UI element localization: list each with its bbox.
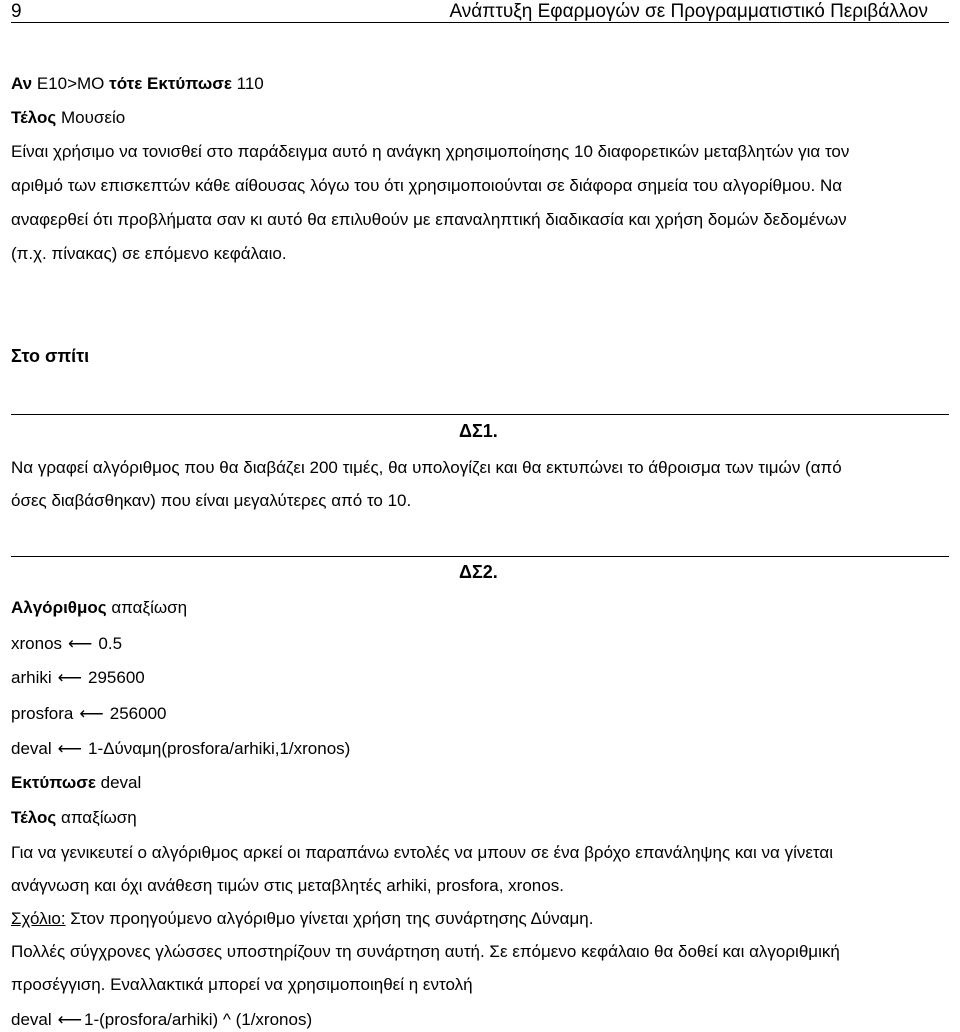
section-heading: Στο σπίτι xyxy=(11,346,90,366)
end-name: Μουσείο xyxy=(56,108,126,127)
comment-label: Σχόλιο: xyxy=(11,909,66,928)
exercise-text-line: όσες διαβάσθηκαν) που είναι μεγαλύτερες από το 10. xyxy=(11,491,412,510)
algorithm-end-name: απαξίωση xyxy=(56,808,137,827)
variable-name: deval xyxy=(11,739,52,758)
exercise-label-ds1: ΔΣ1. xyxy=(459,421,498,441)
left-arrow-icon: ⟵ xyxy=(57,739,83,758)
explanation-line: προσέγγιση. Εναλλακτικά μπορεί να χρησιμοποιηθεί η εντολή xyxy=(11,975,473,994)
explanation-line: ανάγνωση και όχι ανάθεση τιμών στις μεταβλητές arhiki, prosfora, xronos. xyxy=(11,876,564,895)
keyword-print: Εκτύπωσε xyxy=(11,773,96,792)
intro-paragraph-line: (π.χ. πίνακας) σε επόμενο κεφάλαιο. xyxy=(11,244,287,263)
assigned-value: 295600 xyxy=(88,668,145,687)
assignment-line xyxy=(11,634,122,654)
left-arrow-icon: ⟵ xyxy=(68,634,93,653)
pseudocode-if-line xyxy=(11,74,264,94)
print-line xyxy=(11,773,141,793)
assigned-value: 1-Δύναμη(prosfora/arhiki,1/xronos) xyxy=(88,739,351,758)
divider xyxy=(11,556,949,557)
assigned-expression: 1-(prosfora/arhiki) ^ (1/xronos) xyxy=(84,1010,313,1029)
explanation-line: Για να γενικευτεί ο αλγόριθμος αρκεί οι παραπάνω εντολές να μπουν σε ένα βρόχο επανάληψης και να γίνεται xyxy=(11,843,834,862)
keyword-end: Τέλος xyxy=(11,108,57,127)
keyword-end: Τέλος xyxy=(11,808,57,827)
keyword-then-print: τότε Εκτύπωσε xyxy=(109,74,232,93)
left-arrow-icon: ⟵ xyxy=(79,704,104,723)
explanation-line: Πολλές σύγχρονες γλώσσες υποστηρίζουν τη συνάρτηση αυτή. Σε επόμενο κεφάλαιο θα δοθεί και αλγοριθμική xyxy=(11,942,840,961)
page-number: 9 xyxy=(11,1,22,22)
variable-name: arhiki xyxy=(11,668,52,687)
exercise-text-line: Να γραφεί αλγόριθμος που θα διαβάζει 200 τιμές, θα υπολογίζει και θα εκτυπώνει το άθροισμα των τιμών (από xyxy=(11,458,842,477)
assigned-value: 256000 xyxy=(109,704,167,723)
condition-text: E10>MO xyxy=(32,74,110,93)
assignment-line xyxy=(11,668,145,688)
comment-text: Στον προηγούμενο αλγόριθμο γίνεται χρήση της συνάρτησης Δύναμη. xyxy=(65,909,594,928)
pseudocode-end-line xyxy=(11,108,125,128)
algorithm-end-line xyxy=(11,808,137,828)
assignment-line xyxy=(11,739,350,759)
assigned-value: 0.5 xyxy=(98,634,123,653)
variable-name: deval xyxy=(11,1010,52,1029)
comment-line xyxy=(11,909,593,929)
algorithm-header-line xyxy=(11,598,187,618)
print-value: 110 xyxy=(231,74,264,93)
exercise-label-ds2: ΔΣ2. xyxy=(459,562,498,582)
left-arrow-icon: ⟵ xyxy=(57,668,82,687)
alternative-assignment-line xyxy=(11,1010,312,1030)
print-argument: deval xyxy=(95,773,142,792)
intro-paragraph-line: Είναι χρήσιμο να τονισθεί στο παράδειγμα αυτό η ανάγκη χρησιμοποίησης 10 διαφορετικών μεταβλητών για τον xyxy=(11,142,850,161)
left-arrow-icon: ⟵ xyxy=(57,1010,83,1029)
book-title: Ανάπτυξη Εφαρμογών σε Προγραμματιστικό Περιβάλλον xyxy=(449,1,928,22)
variable-name: prosfora xyxy=(11,704,74,723)
variable-name: xronos xyxy=(11,634,63,653)
divider xyxy=(11,414,949,415)
keyword-algorithm: Αλγόριθμος xyxy=(11,598,107,617)
algorithm-name: απαξίωση xyxy=(106,598,188,617)
intro-paragraph-line: αριθμό των επισκεπτών κάθε αίθουσας λόγω του ότι χρησιμοποιούνται σε διάφορα σημεία του αλγορίθμου. Να xyxy=(11,176,843,195)
assignment-line xyxy=(11,704,166,724)
page-header xyxy=(11,0,949,23)
intro-paragraph-line: αναφερθεί ότι προβλήματα σαν κι αυτό θα επιλυθούν με επαναληπτική διαδικασία και χρήση δομών δεδομένων xyxy=(11,210,847,229)
keyword-if: Αν xyxy=(11,74,33,93)
